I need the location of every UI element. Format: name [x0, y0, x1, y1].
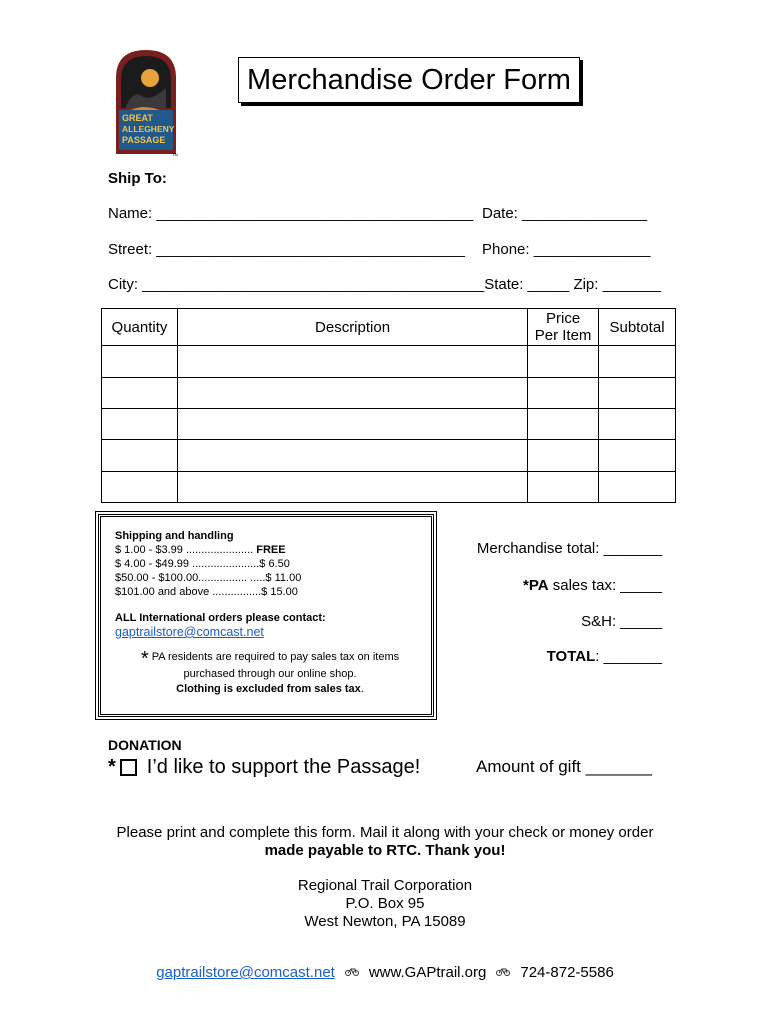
- shipping-email-link[interactable]: gaptrailstore@comcast.net: [115, 625, 264, 639]
- cell[interactable]: [177, 440, 527, 471]
- cell[interactable]: [528, 346, 599, 377]
- footer: [0, 964, 770, 981]
- sales-tax[interactable]: [523, 577, 662, 594]
- col-description: Description: [177, 309, 527, 346]
- rate-cost: $ 11.00: [265, 572, 302, 584]
- logo-text-2: ALLEGHENY: [122, 124, 175, 134]
- rate-range: $ 4.00 - $49.99 ......................: [115, 558, 260, 570]
- order-table: [101, 308, 676, 503]
- bike-icon: [345, 967, 359, 979]
- footer-phone: 724-872-5586: [520, 964, 614, 981]
- cell[interactable]: [177, 377, 527, 408]
- rate-range: $101.00 and above ................: [115, 586, 262, 598]
- rate-cost: $ 6.50: [259, 558, 290, 570]
- table-row[interactable]: [102, 440, 676, 471]
- table-row[interactable]: [102, 377, 676, 408]
- pa-note: [115, 650, 425, 697]
- instructions-line2: made payable to RTC. Thank you!: [264, 842, 506, 859]
- donation-support-label: I’d like to support the Passage!: [146, 756, 421, 778]
- donation-checkbox[interactable]: [120, 759, 137, 776]
- merchandise-total[interactable]: Merchandise total: _______: [476, 540, 662, 557]
- title-box: [238, 57, 580, 103]
- donation-heading: DONATION: [108, 737, 182, 753]
- date-field[interactable]: Date: _______________: [482, 205, 648, 222]
- rate-row: [115, 585, 425, 599]
- total-label: : _______: [595, 648, 662, 665]
- logo: [108, 48, 184, 158]
- gift-amount-field[interactable]: Amount of gift _______: [476, 757, 652, 776]
- table-row[interactable]: [102, 471, 676, 502]
- instructions-line1: Please print and complete this form. Mail it along with your check or money order: [116, 824, 654, 841]
- footer-website[interactable]: www.GAPtrail.org: [368, 964, 487, 981]
- pa-note-line2: purchased through our online shop.: [183, 668, 357, 680]
- donation-support: [108, 756, 420, 779]
- intl-note: ALL International orders please contact:: [115, 612, 326, 624]
- rate-range: $ 1.00 - $3.99 ......................: [115, 544, 254, 556]
- table-row[interactable]: [102, 409, 676, 440]
- ship-to-heading: Ship To:: [108, 170, 167, 187]
- name-field[interactable]: Name: ______________________________________: [108, 205, 474, 222]
- cell[interactable]: [102, 377, 178, 408]
- pa-note-line1: PA residents are required to pay sales tax on items: [151, 651, 400, 663]
- cell[interactable]: [599, 346, 676, 377]
- rate-cost: $ 15.00: [261, 586, 298, 598]
- cell[interactable]: [528, 377, 599, 408]
- pa-note-line3-end: .: [360, 683, 364, 695]
- cell[interactable]: [102, 346, 178, 377]
- cell[interactable]: [599, 440, 676, 471]
- sales-tax-label: sales tax: _____: [548, 577, 662, 594]
- logo-text-1: GREAT: [122, 113, 153, 123]
- cell[interactable]: [599, 409, 676, 440]
- col-price-line2: Per Item: [534, 327, 592, 345]
- cell[interactable]: [528, 440, 599, 471]
- shipping-box: [98, 514, 434, 717]
- address-line2: P.O. Box 95: [345, 895, 425, 912]
- cell[interactable]: [102, 440, 178, 471]
- col-price: [528, 309, 599, 346]
- address-line3: West Newton, PA 15089: [304, 913, 466, 930]
- col-subtotal: Subtotal: [599, 309, 676, 346]
- cell[interactable]: [599, 377, 676, 408]
- donation-asterisk: *: [108, 756, 116, 778]
- logo-tm: TM: [172, 152, 178, 157]
- grand-total[interactable]: [547, 648, 662, 665]
- shipping-heading: Shipping and handling: [115, 530, 234, 542]
- rate-cost: FREE: [256, 544, 286, 556]
- cell[interactable]: [102, 471, 178, 502]
- address-line1: Regional Trail Corporation: [297, 877, 473, 894]
- sales-tax-label-bold: *PA: [523, 577, 549, 594]
- table-row[interactable]: [102, 346, 676, 377]
- cell[interactable]: [177, 409, 527, 440]
- col-quantity: Quantity: [102, 309, 178, 346]
- cell[interactable]: [599, 471, 676, 502]
- page-title: Merchandise Order Form: [247, 63, 571, 96]
- pa-note-line3: Clothing is excluded from sales tax: [176, 683, 361, 695]
- cell[interactable]: [177, 346, 527, 377]
- city-state-zip-field[interactable]: City: _________________________________________State: _____ Zip: _______: [108, 276, 662, 293]
- bike-icon: [496, 967, 510, 979]
- total-label-bold: TOTAL: [546, 648, 596, 665]
- cell[interactable]: [528, 409, 599, 440]
- col-price-line1: Price: [545, 310, 581, 328]
- table-header-row: [102, 309, 676, 346]
- phone-field[interactable]: Phone: ______________: [482, 241, 651, 258]
- cell[interactable]: [177, 471, 527, 502]
- footer-email-link[interactable]: gaptrailstore@comcast.net: [156, 964, 335, 981]
- shipping-handling[interactable]: S&H: _____: [581, 613, 662, 630]
- cell[interactable]: [528, 471, 599, 502]
- cell[interactable]: [102, 409, 178, 440]
- asterisk: *: [140, 648, 149, 670]
- street-field[interactable]: Street: _____________________________________: [108, 241, 466, 258]
- rate-row: [115, 571, 425, 585]
- rate-row: [115, 543, 425, 557]
- logo-text-3: PASSAGE: [122, 135, 166, 145]
- rate-range: $50.00 - $100.00................ .....: [115, 572, 266, 584]
- rate-row: [115, 557, 425, 571]
